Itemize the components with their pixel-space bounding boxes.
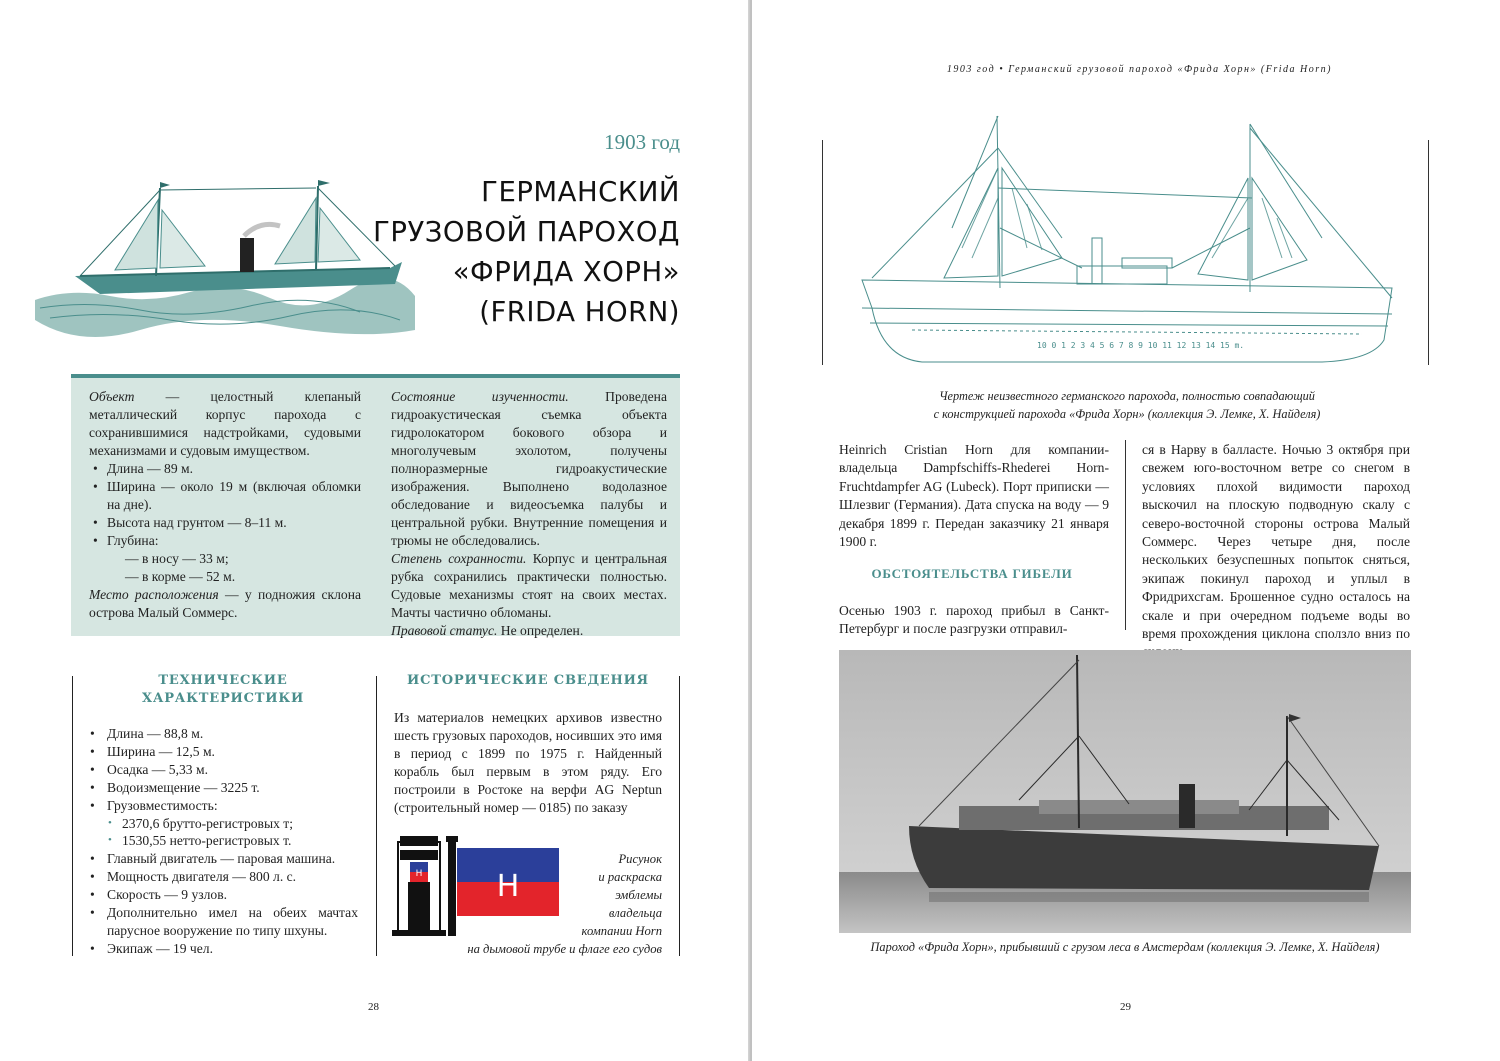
title-line-2: ГРУЗОВОЙ ПАРОХОД <box>373 216 680 248</box>
emblem-caption <box>440 850 662 958</box>
photo-caption: Пароход «Фрида Хорн», прибывший с грузом леса в Амстердам (коллекция Э. Лемке, Х. Найделя) <box>870 940 1380 954</box>
dim-height: • Высота над грунтом — 8–11 м. <box>89 514 361 532</box>
tech-heading <box>88 672 358 708</box>
tech-item: • Скорость — 9 узлов. <box>88 886 358 904</box>
tech-heading-line-1: ТЕХНИЧЕСКИЕ <box>158 673 288 688</box>
year-label: 1903 год <box>604 130 680 154</box>
hist-text: Из материалов немецких архивов известно шесть грузовых пароходов, носивших это имя в период с 1899 по 1975 г. Найденный корабль был первым в этом ряду. Его построили в Ростоке на верфи AG Neptun (строительный номер — 0185) по заказу <box>394 710 662 816</box>
object-label: Объект <box>89 389 135 404</box>
dim-length: • Длина — 89 м. <box>89 460 361 478</box>
dim-depth: • Глубина: <box>89 532 361 550</box>
ship-blueprint <box>852 108 1412 368</box>
page-number: 29 <box>1120 1001 1131 1013</box>
emblem-caption-line: на дымовой трубе и флаге его судов <box>467 942 662 956</box>
emblem-caption-line: Рисунок <box>618 852 662 866</box>
legal-label: Правовой статус. <box>391 623 498 638</box>
running-head: 1903 год • Германский грузовой пароход «Фрида Хорн» (Frida Horn) <box>946 64 1332 75</box>
study-text: Проведена гидроакустическая съемка объекта гидролокатором бокового обзора и многолучевым эхолотом, получены полноразмерные гидроакустические изображения. Выполнено водолазное обследование и видеосъемка палубы и центральной рубки. Внутренние помещения и трюмы не обследовались. <box>391 389 667 548</box>
tech-subitem: • 2370,6 брутто-регистровых т; <box>88 815 358 833</box>
divider-line <box>376 676 377 956</box>
tech-item: • Ширина — 12,5 м. <box>88 743 358 761</box>
right-page <box>752 0 1500 1061</box>
object-text: — целостный клепаный металлический корпус парохода с сохранившимися надстройками, судовыми механизмами и судовым имуществом. <box>89 389 361 458</box>
tech-item: • Мощность двигателя — 800 л. с. <box>88 868 358 886</box>
frame-line <box>822 140 823 365</box>
depth-stern: — в корме — 52 м. <box>125 569 236 584</box>
summary-column-1 <box>89 388 361 622</box>
summary-column-2 <box>391 388 667 640</box>
tech-list <box>88 725 358 958</box>
column-divider <box>1125 440 1126 630</box>
title-line-1: ГЕРМАНСКИЙ <box>481 176 680 208</box>
page-title <box>330 172 680 332</box>
preserve-text: Корпус и центральная рубка сохранились практически полностью. Судовые механизмы стоят на своих местах. Мачты частично обломаны. <box>391 551 667 620</box>
drawing-caption-line: Чертеж неизвестного германского парохода, полностью совпадающий <box>939 389 1315 403</box>
title-line-3: «ФРИДА ХОРН» <box>452 256 680 288</box>
page-number: 28 <box>368 1001 379 1013</box>
dim-width: • Ширина — около 19 м (включая обломки на дне). <box>89 478 361 514</box>
drawing-caption <box>837 388 1417 423</box>
funnel-letter: H <box>415 869 423 879</box>
tech-item: • Длина — 88,8 м. <box>88 725 358 743</box>
circumstances-text-continued: ся в Нарву в балласте. Ночью 3 октября при свежем юго-восточном ветре со снегом в условиях плохой видимости пароход выскочил на плоскую подводную скалу с северо-восточной стороны острова Малый Соммерс. Через четыре дня, после нескольких безуспешных попыток сняться, экипаж покинул пароход и уплыл в Фридрихсгам. Брошенное судно осталось на скале и при очередном подъеме воды во время прохождения циклона сползло вниз по <box>1142 442 1410 642</box>
divider-line <box>679 676 680 956</box>
tech-item: • Главный двигатель — паровая машина. <box>88 850 358 868</box>
tech-item: • Экипаж — 19 чел. <box>88 940 358 958</box>
emblem-caption-line: владельца <box>608 906 662 920</box>
location-text: — у подножия склона острова Малый Соммерс. <box>89 587 362 620</box>
tech-item: • Водоизмещение — 3225 т. <box>88 779 358 797</box>
steamship-photo <box>839 650 1411 933</box>
location-label: Место расположения <box>89 587 219 602</box>
tech-item: • Грузовместимость: <box>88 797 358 815</box>
title-line-4: (FRIDA HORN) <box>479 296 680 328</box>
depth-bow: — в носу — 33 м; <box>125 551 229 566</box>
history-continued-text: Heinrich Cristian Horn для компании-владельца Dampfschiffs-Rhederei Horn-Fruchtdampfer AG (Lubeck). Порт приписки — Шлезвиг (Германия). Дата спуска на воду — 9 декабря 1899 г. Передан заказчику 21 января 1900 г. <box>839 442 1109 550</box>
emblem-caption-line: и раскраска <box>598 870 662 884</box>
tech-heading-line-2: ХАРАКТЕРИСТИКИ <box>141 691 305 706</box>
flag-letter: H <box>496 869 520 904</box>
left-page <box>0 0 748 1061</box>
study-label: Состояние изученности. <box>391 389 569 404</box>
hist-heading: ИСТОРИЧЕСКИЕ СВЕДЕНИЯ <box>407 673 649 688</box>
circumstances-text: Осенью 1903 г. пароход прибыл в Санкт-Петербург и после разгрузки отправил- <box>839 603 1109 637</box>
tech-subitem: • 1530,55 нетто-регистровых т. <box>88 832 358 850</box>
divider-line <box>72 676 73 956</box>
blueprint-scale: 10 0 1 2 3 4 5 6 7 8 9 10 11 12 13 14 15 m. <box>1037 341 1245 350</box>
summary-box <box>71 374 680 636</box>
legal-text: Не определен. <box>497 623 584 638</box>
preserve-label: Степень сохранности. <box>391 551 527 566</box>
tech-item: • Осадка — 5,33 м. <box>88 761 358 779</box>
tech-item: • Дополнительно имел на обеих мачтах парусное вооружение по типу шхуны. <box>88 904 358 940</box>
frame-line <box>1428 140 1429 365</box>
circumstances-heading: ОБСТОЯТЕЛЬСТВА ГИБЕЛИ <box>871 566 1073 581</box>
drawing-caption-line: с конструкцией парохода «Фрида Хорн» (коллекция Э. Лемке, Х. Найделя) <box>933 406 1321 421</box>
emblem-caption-line: компании Horn <box>581 924 662 938</box>
emblem-caption-line: эмблемы <box>615 888 662 902</box>
